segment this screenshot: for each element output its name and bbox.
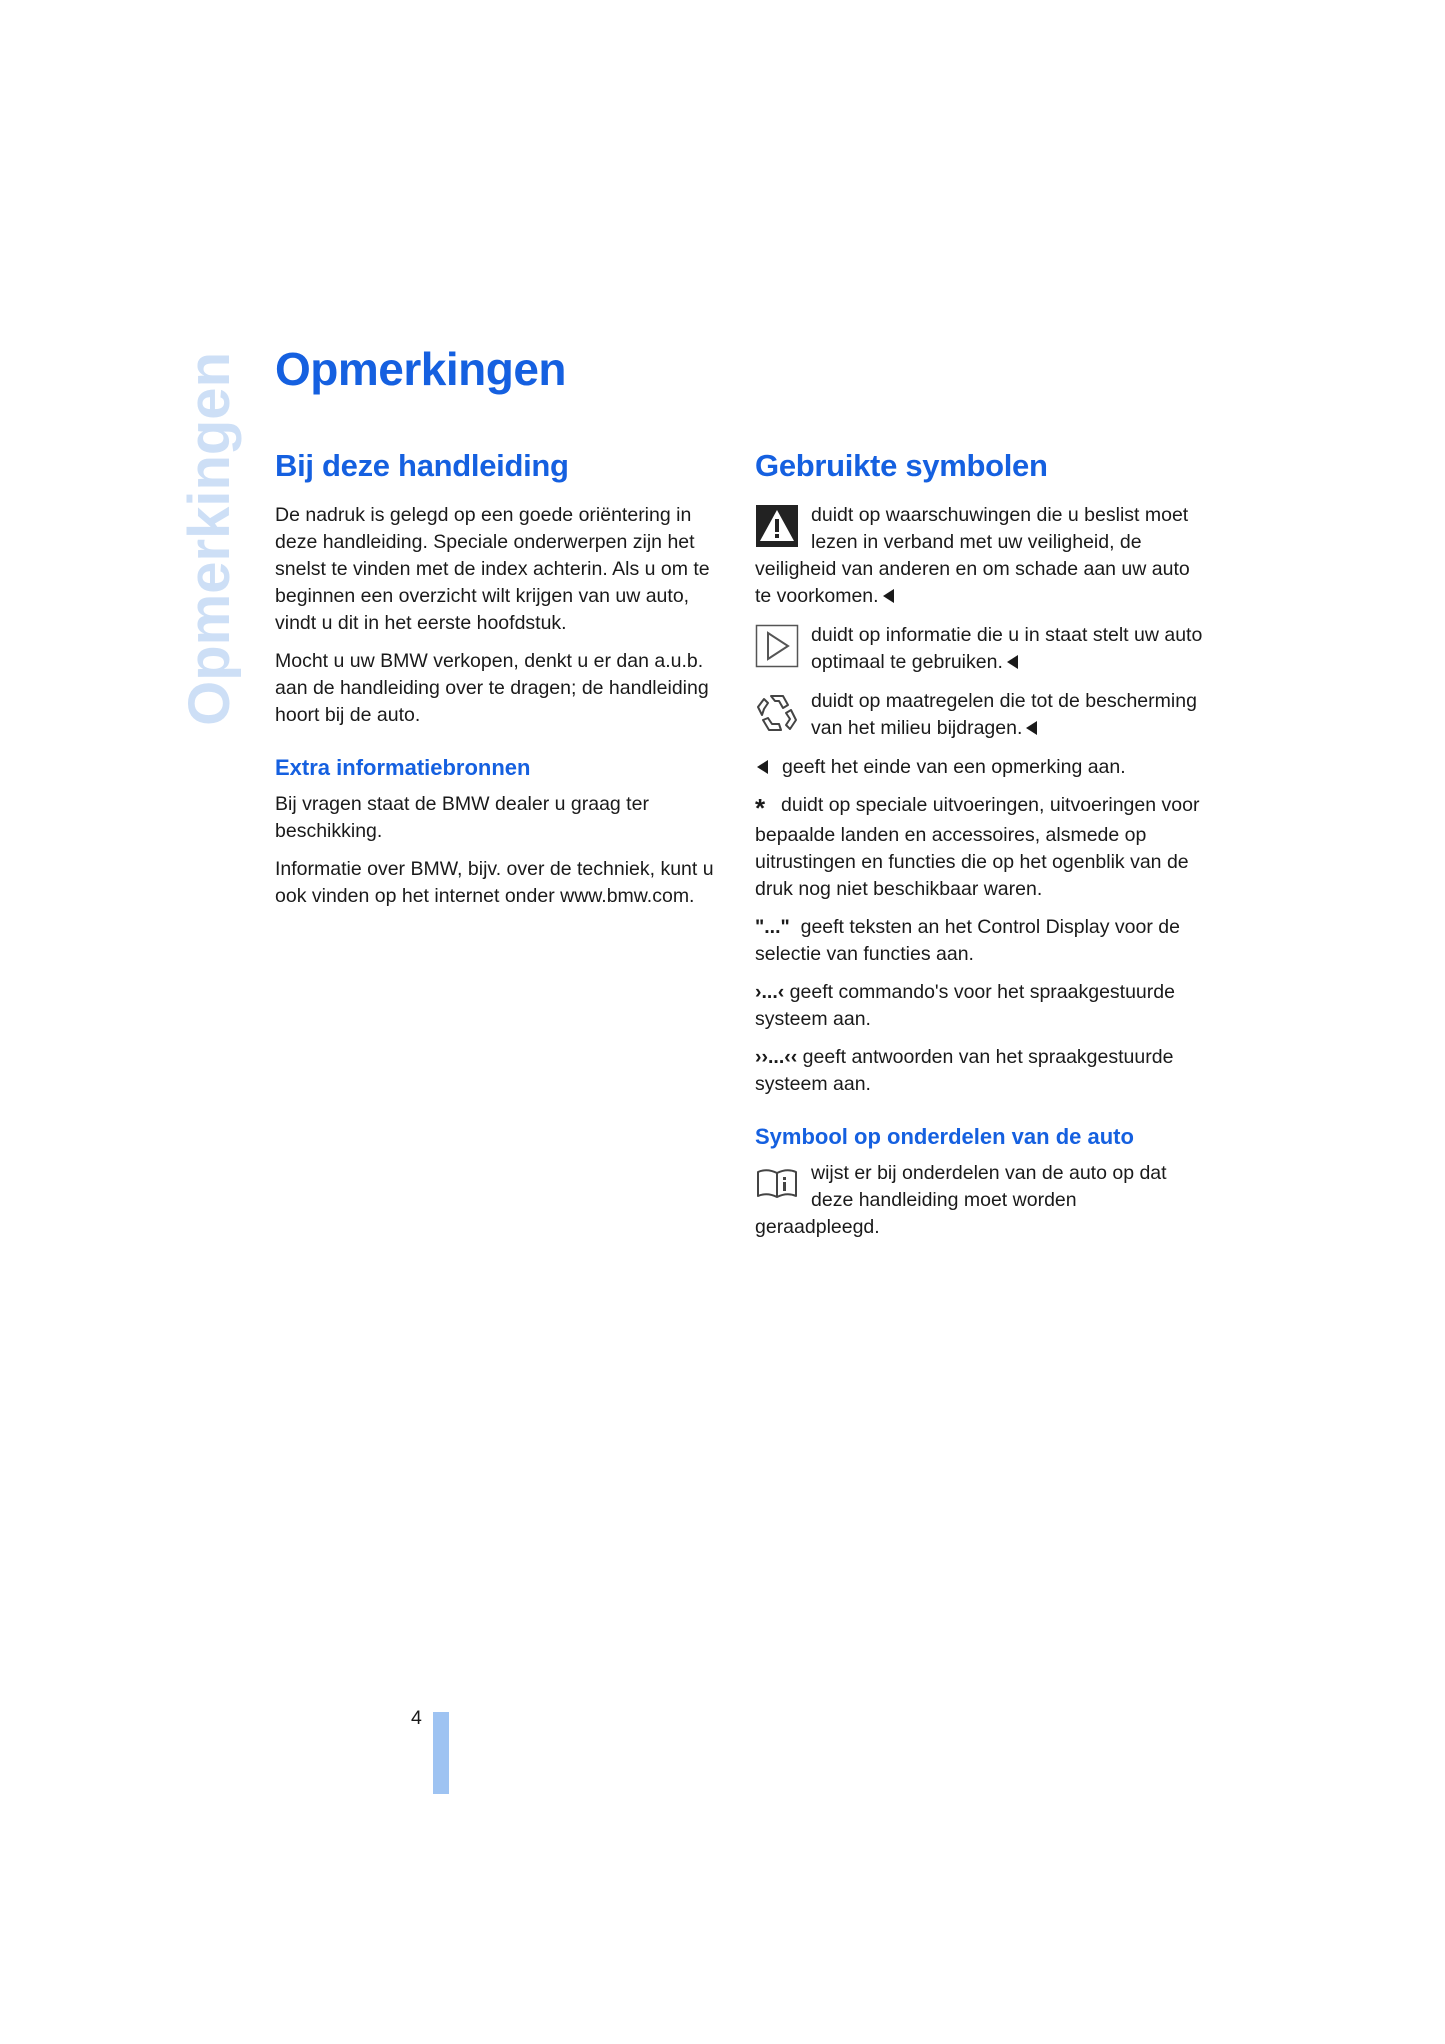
- end-mark-icon: [883, 589, 894, 603]
- end-mark-icon: [1007, 655, 1018, 669]
- quote-text: geeft teksten an het Control Display voor de selectie van functies aan.: [755, 916, 1180, 965]
- section-heading-symbols: Gebruikte symbolen: [755, 448, 1048, 483]
- end-mark-icon: [757, 760, 768, 774]
- paragraph-internet: Informatie over BMW, bijv. over de techniek, kunt u ook vinden op het internet onder www.bmw.com.: [275, 858, 714, 907]
- quote-mark: "...": [755, 916, 790, 938]
- paragraph-sell: Mocht u uw BMW verkopen, denkt u er dan a.u.b. aan de handleiding over te dragen; de handleiding hoort bij de auto.: [275, 650, 709, 726]
- environment-text: duidt op maatregelen die tot de bescherming van het milieu bijdragen.: [811, 690, 1197, 739]
- section-heading-manual: Bij deze handleiding: [275, 448, 569, 483]
- asterisk-text: duidt op speciale uitvoeringen, uitvoeringen voor bepaalde landen en accessoires, alsmede op uitrustingen en functies die op het ogenblik van de druk nog niet beschikbaar waren.: [755, 794, 1200, 900]
- subheading-extra-info: Extra informatiebronnen: [275, 755, 531, 780]
- page-number: 4: [411, 1707, 422, 1729]
- warning-icon: [755, 504, 799, 548]
- answer-mark: ››...‹‹: [755, 1046, 798, 1068]
- page-marker-bar: [433, 1712, 449, 1794]
- warning-text: duidt op waarschuwingen die u beslist moet lezen in verband met uw veiligheid, de veiligheid van anderen en om schade aan uw auto te voorkomen.: [755, 504, 1190, 607]
- side-chapter-title: Opmerkingen: [177, 352, 242, 726]
- paragraph-dealer: Bij vragen staat de BMW dealer u graag ter beschikking.: [275, 793, 649, 842]
- command-mark: ›...‹: [755, 981, 785, 1003]
- right-column: [755, 448, 1205, 1253]
- manual-book-icon: [755, 1162, 799, 1206]
- symbol-entry-quote: [755, 914, 1205, 968]
- end-mark-icon: [1026, 721, 1037, 735]
- info-text: duidt op informatie die u in staat stelt uw auto optimaal te gebruiken.: [811, 624, 1203, 673]
- page-title: Opmerkingen: [275, 343, 567, 395]
- end-mark-text: geeft het einde van een opmerking aan.: [782, 756, 1126, 778]
- paragraph-orientation: De nadruk is gelegd op een goede oriëntering in deze handleiding. Speciale onderwerpen zijn het snelst te vinden met de index achterin. Als u om te beginnen een overzicht wilt krijgen van uw auto, vindt u dit in het eerste hoofdstuk.: [275, 504, 710, 634]
- symbol-entry-end: [755, 754, 1205, 781]
- asterisk-icon: *: [755, 793, 766, 823]
- answer-text: geeft antwoorden van het spraakgestuurde systeem aan.: [755, 1046, 1174, 1095]
- symbol-entry-command: [755, 979, 1205, 1033]
- left-column: [275, 448, 720, 921]
- recycle-icon: [755, 690, 799, 734]
- symbol-entry-asterisk: [755, 792, 1205, 903]
- symbol-entry-answer: [755, 1044, 1205, 1098]
- symbol-entry-manual: [755, 1160, 1205, 1241]
- play-triangle-icon: [755, 624, 799, 668]
- symbol-entry-warning: [755, 502, 1205, 610]
- symbol-entry-info: [755, 622, 1205, 676]
- manual-text: wijst er bij onderdelen van de auto op dat deze handleiding moet worden geraadpleegd.: [755, 1162, 1167, 1238]
- symbol-entry-environment: [755, 688, 1205, 742]
- subheading-car-symbol: Symbool op onderdelen van de auto: [755, 1124, 1134, 1149]
- command-text: geeft commando's voor het spraakgestuurde systeem aan.: [755, 981, 1175, 1030]
